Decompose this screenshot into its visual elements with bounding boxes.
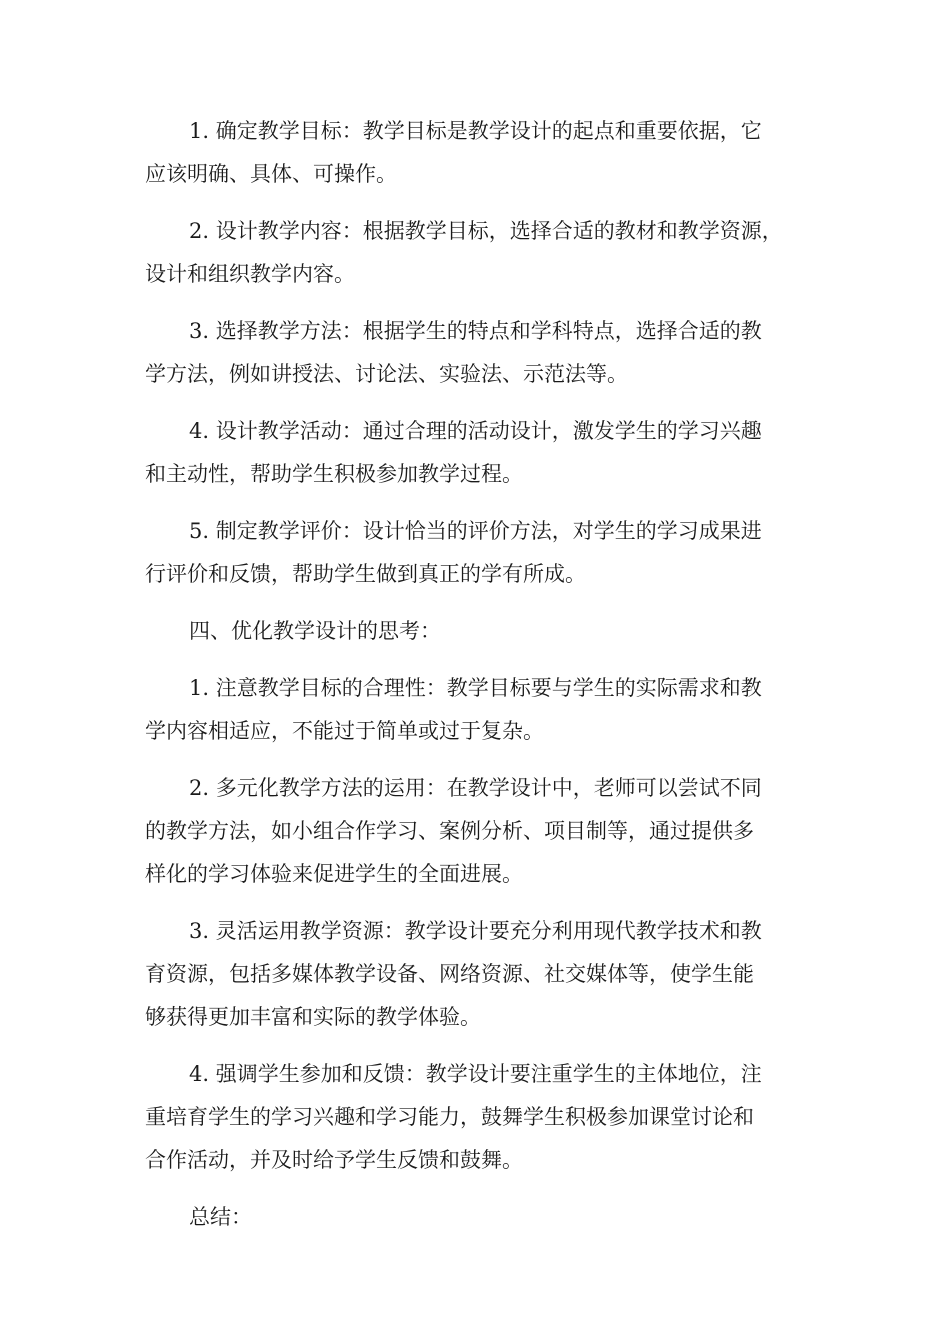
paragraph-step-4 — [145, 410, 810, 496]
paragraph-line: 4. 强调学生参加和反馈：教学设计要注重学生的主体地位，注 — [189, 1062, 762, 1086]
paragraph-line: 5. 制定教学评价：设计恰当的评价方法，对学生的学习成果进 — [189, 519, 762, 543]
paragraph-point-1 — [145, 667, 810, 753]
summary-heading — [145, 1196, 810, 1239]
paragraph-line: 1. 注意教学目标的合理性：教学目标要与学生的实际需求和教 — [189, 676, 762, 700]
section-heading-text: 四、优化教学设计的思考： — [189, 619, 441, 643]
paragraph-point-3 — [145, 910, 810, 1039]
section-heading — [145, 610, 810, 653]
summary-heading-text: 总结： — [189, 1205, 252, 1229]
paragraph-point-4 — [145, 1053, 810, 1182]
paragraph-line: 够获得更加丰富和实际的教学体验。 — [145, 1005, 481, 1029]
paragraph-line: 2. 设计教学内容：根据教学目标，选择合适的教材和教学资源， — [189, 219, 783, 243]
paragraph-line: 3. 灵活运用教学资源：教学设计要充分利用现代教学技术和教 — [189, 919, 762, 943]
paragraph-line: 育资源，包括多媒体教学设备、网络资源、社交媒体等，使学生能 — [145, 962, 754, 986]
paragraph-line: 样化的学习体验来促进学生的全面进展。 — [145, 862, 523, 886]
paragraph-line: 3. 选择教学方法：根据学生的特点和学科特点，选择合适的教 — [189, 319, 762, 343]
paragraph-line: 学方法，例如讲授法、讨论法、实验法、示范法等。 — [145, 362, 628, 386]
paragraph-line: 行评价和反馈，帮助学生做到真正的学有所成。 — [145, 562, 586, 586]
paragraph-line: 1. 确定教学目标：教学目标是教学设计的起点和重要依据，它 — [189, 119, 762, 143]
paragraph-line: 重培育学生的学习兴趣和学习能力，鼓舞学生积极参加课堂讨论和 — [145, 1105, 754, 1129]
paragraph-step-2 — [145, 210, 810, 296]
paragraph-point-2 — [145, 767, 810, 896]
paragraph-line: 的教学方法，如小组合作学习、案例分析、项目制等，通过提供多 — [145, 819, 754, 843]
paragraph-step-3 — [145, 310, 810, 396]
paragraph-line: 合作活动，并及时给予学生反馈和鼓舞。 — [145, 1148, 523, 1172]
paragraph-line: 应该明确、具体、可操作。 — [145, 162, 397, 186]
paragraph-step-5 — [145, 510, 810, 596]
paragraph-line: 设计和组织教学内容。 — [145, 262, 355, 286]
paragraph-line: 和主动性，帮助学生积极参加教学过程。 — [145, 462, 523, 486]
paragraph-step-1 — [145, 110, 810, 196]
paragraph-line: 4. 设计教学活动：通过合理的活动设计，激发学生的学习兴趣 — [189, 419, 762, 443]
paragraph-line: 学内容相适应，不能过于简单或过于复杂。 — [145, 719, 544, 743]
document-body — [145, 110, 810, 1253]
paragraph-line: 2. 多元化教学方法的运用：在教学设计中，老师可以尝试不同 — [189, 776, 762, 800]
